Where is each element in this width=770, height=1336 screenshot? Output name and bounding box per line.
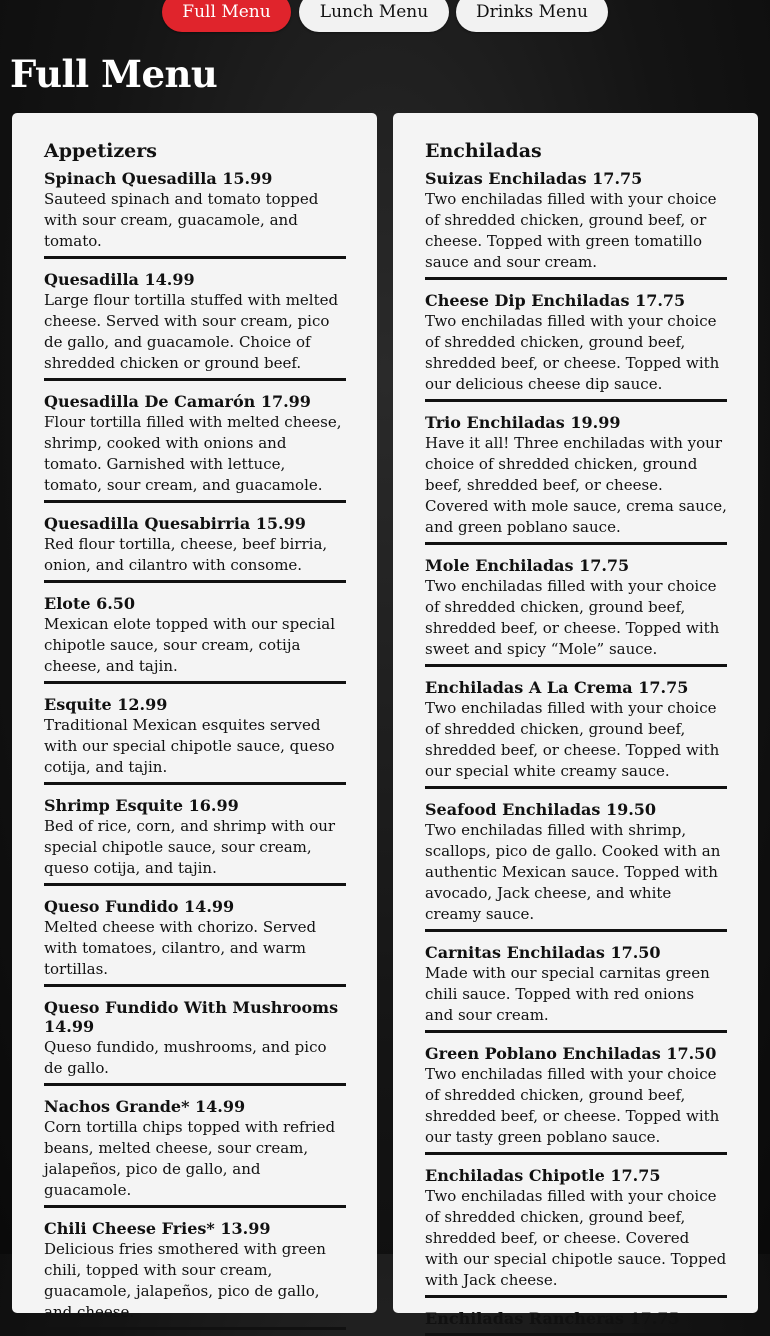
menu-item bbox=[44, 594, 346, 684]
menu-item-name: Mole Enchiladas bbox=[425, 556, 574, 575]
menu-item-name: Trio Enchiladas bbox=[425, 413, 565, 432]
menu-item-price: 17.50 bbox=[610, 943, 661, 962]
menu-item-header bbox=[425, 556, 727, 575]
menu-item-name: Suizas Enchiladas bbox=[425, 169, 587, 188]
menu-item-name: Elote bbox=[44, 594, 91, 613]
menu-item-price: 19.99 bbox=[570, 413, 621, 432]
tab-lunch-menu[interactable]: Lunch Menu bbox=[299, 0, 449, 32]
section-title-enchiladas: Enchiladas bbox=[425, 140, 542, 162]
menu-item bbox=[44, 514, 346, 583]
menu-item-header bbox=[44, 594, 346, 613]
menu-item-description: Two enchiladas filled with shrimp, scallops, pico de gallo. Cooked with an authentic Mexican sauce. Topped with avocado, Jack cheese, and white creamy sauce. bbox=[425, 821, 721, 923]
menu-item bbox=[44, 695, 346, 785]
menu-item-header bbox=[44, 1219, 346, 1238]
menu-item bbox=[425, 556, 727, 667]
menu-item-header bbox=[44, 270, 346, 289]
menu-item bbox=[44, 796, 346, 886]
menu-item-price: 17.75 bbox=[635, 291, 686, 310]
menu-item-name: Queso Fundido bbox=[44, 897, 179, 916]
menu-item-header bbox=[44, 1097, 346, 1116]
menu-item-price: 17.75 bbox=[638, 678, 689, 697]
menu-item bbox=[44, 1219, 346, 1330]
menu-item-description: Large flour tortilla stuffed with melted cheese. Served with sour cream, pico de gallo, and guacamole. Choice of shredded chicken or ground beef. bbox=[44, 291, 339, 372]
menu-item-description: Two enchiladas filled with your choice of shredded chicken, ground beef, or cheese. Topped with green tomatillo sauce and sour cream. bbox=[425, 190, 717, 271]
menu-item-header bbox=[425, 1309, 727, 1328]
menu-item-description: Flour tortilla filled with melted cheese, shrimp, cooked with onions and tomato. Garnished with lettuce, tomato, sour cream, and guacamole. bbox=[44, 413, 342, 494]
menu-item-description: Melted cheese with chorizo. Served with tomatoes, cilantro, and warm tortillas. bbox=[44, 918, 317, 978]
menu-item bbox=[44, 270, 346, 381]
menu-item-price: 14.99 bbox=[184, 897, 235, 916]
menu-item bbox=[425, 678, 727, 789]
enchiladas-card bbox=[393, 113, 758, 1328]
menu-item-header bbox=[44, 796, 346, 815]
menu-item-name: Esquite bbox=[44, 695, 112, 714]
menu-item-description: Bed of rice, corn, and shrimp with our special chipotle sauce, sour cream, queso cotija, and tajin. bbox=[44, 817, 336, 877]
menu-item-price: 19.50 bbox=[605, 800, 657, 819]
menu-item-name: Quesadilla bbox=[44, 270, 139, 289]
menu-item-name: Quesadilla Quesabirria bbox=[44, 514, 251, 533]
menu-item-price: 16.99 bbox=[188, 796, 239, 815]
menu-item-header bbox=[425, 291, 727, 310]
menu-item-name: Enchiladas Chipotle bbox=[425, 1166, 605, 1185]
menu-item-description: Traditional Mexican esquites served with our special chipotle sauce, queso cotija, and tajin. bbox=[44, 716, 335, 776]
menu-item-description: Two enchiladas filled with your choice of shredded chicken, ground beef, shredded beef, or cheese. Covered with our special chipotle sauce. Topped with Jack cheese. bbox=[425, 1187, 727, 1289]
menu-item bbox=[44, 1097, 346, 1208]
menu-item-description: Two enchiladas filled with your choice of shredded chicken, ground beef, shredded beef, or cheese. Topped with our tasty green poblano sauce. bbox=[425, 1065, 720, 1146]
section-title-appetizers: Appetizers bbox=[44, 140, 157, 162]
menu-item-header bbox=[425, 1166, 727, 1185]
menu-item-header bbox=[44, 695, 346, 714]
menu-item-price: 13.99 bbox=[220, 1219, 271, 1238]
menu-item-header bbox=[44, 514, 346, 533]
menu-item-header bbox=[425, 1044, 727, 1063]
menu-item bbox=[425, 1309, 727, 1336]
menu-item-price: 17.75 bbox=[579, 556, 630, 575]
menu-item-description: Delicious fries smothered with green chili, topped with sour cream, guacamole, jalapeños, pico de gallo, and cheese. bbox=[44, 1240, 326, 1321]
menu-item bbox=[44, 169, 346, 259]
menu-item-price: 17.99 bbox=[260, 392, 311, 411]
menu-item bbox=[425, 943, 727, 1033]
menu-item-header bbox=[44, 998, 346, 1036]
menu-item-name: Spinach Quesadilla bbox=[44, 169, 217, 188]
menu-item-price: 15.99 bbox=[255, 514, 306, 533]
menu-item-description: Queso fundido, mushrooms, and pico de gallo. bbox=[44, 1038, 327, 1077]
menu-item-header bbox=[425, 943, 727, 962]
menu-item-header bbox=[425, 678, 727, 697]
menu-item-header bbox=[425, 413, 727, 432]
menu-item bbox=[425, 291, 727, 402]
menu-item-name: Enchiladas Rancheras bbox=[425, 1309, 624, 1328]
menu-item-description: Made with our special carnitas green chili sauce. Topped with red onions and sour cream. bbox=[425, 964, 710, 1024]
menu-item-description: Have it all! Three enchiladas with your choice of shredded chicken, ground beef, shredded beef, or cheese. Covered with mole sauce, crema sauce, and green poblano sauce. bbox=[425, 434, 727, 536]
menu-item bbox=[425, 1044, 727, 1155]
menu-item-name: Queso Fundido With Mushrooms bbox=[44, 998, 339, 1017]
menu-item-name: Seafood Enchiladas bbox=[425, 800, 601, 819]
menu-item-name: Shrimp Esquite bbox=[44, 796, 184, 815]
menu-item-price: 17.75 bbox=[629, 1309, 680, 1328]
tab-full-menu[interactable]: Full Menu bbox=[162, 0, 291, 32]
menu-item-name: Green Poblano Enchiladas bbox=[425, 1044, 661, 1063]
page-title: Full Menu bbox=[10, 52, 218, 96]
menu-item-description: Two enchiladas filled with your choice of shredded chicken, ground beef, shredded beef, or cheese. Topped with our delicious cheese dip sauce. bbox=[425, 312, 720, 393]
enchiladas-list bbox=[425, 169, 727, 1336]
menu-item-description: Corn tortilla chips topped with refried beans, melted cheese, sour cream, jalapeños, pico de gallo, and guacamole. bbox=[44, 1118, 336, 1199]
menu-item-name: Carnitas Enchiladas bbox=[425, 943, 605, 962]
menu-item bbox=[44, 392, 346, 503]
menu-item bbox=[44, 897, 346, 987]
menu-item-price: 14.99 bbox=[44, 1017, 95, 1036]
menu-item-name: Enchiladas A La Crema bbox=[425, 678, 633, 697]
menu-item-header bbox=[44, 392, 346, 411]
menu-item-header bbox=[425, 169, 727, 188]
menu-item-header bbox=[44, 897, 346, 916]
menu-item-header bbox=[425, 800, 727, 819]
menu-item-name: Cheese Dip Enchiladas bbox=[425, 291, 630, 310]
menu-tabs bbox=[0, 0, 770, 32]
menu-item-price: 14.99 bbox=[144, 270, 195, 289]
menu-item-description: Two enchiladas filled with your choice of shredded chicken, ground beef, shredded beef, or cheese. Topped with our special white creamy sauce. bbox=[425, 699, 720, 780]
appetizers-list bbox=[44, 169, 346, 1330]
menu-item-name: Chili Cheese Fries* bbox=[44, 1219, 215, 1238]
menu-item-header bbox=[44, 169, 346, 188]
menu-item bbox=[425, 169, 727, 280]
tab-drinks-menu[interactable]: Drinks Menu bbox=[456, 0, 608, 32]
menu-item-name: Quesadilla De Camarón bbox=[44, 392, 256, 411]
appetizers-card bbox=[12, 113, 377, 1321]
menu-item-price: 6.50 bbox=[96, 594, 136, 613]
menu-item bbox=[425, 1166, 727, 1298]
menu-item-name: Nachos Grande* bbox=[44, 1097, 190, 1116]
menu-item bbox=[425, 800, 727, 932]
menu-item-description: Sauteed spinach and tomato topped with sour cream, guacamole, and tomato. bbox=[44, 190, 319, 250]
menu-item-description: Red flour tortilla, cheese, beef birria, onion, and cilantro with consome. bbox=[44, 535, 328, 574]
menu-item-description: Two enchiladas filled with your choice of shredded chicken, ground beef, shredded beef, or cheese. Topped with sweet and spicy “Mole” sauce. bbox=[425, 577, 720, 658]
menu-item-description: Mexican elote topped with our special chipotle sauce, sour cream, cotija cheese, and tajin. bbox=[44, 615, 335, 675]
menu-item-price: 17.75 bbox=[610, 1166, 661, 1185]
menu-item-price: 14.99 bbox=[195, 1097, 246, 1116]
menu-item-price: 15.99 bbox=[222, 169, 273, 188]
menu-item-price: 12.99 bbox=[117, 695, 168, 714]
menu-item bbox=[425, 413, 727, 545]
menu-item-price: 17.50 bbox=[666, 1044, 717, 1063]
menu-item bbox=[44, 998, 346, 1086]
menu-item-price: 17.75 bbox=[592, 169, 643, 188]
